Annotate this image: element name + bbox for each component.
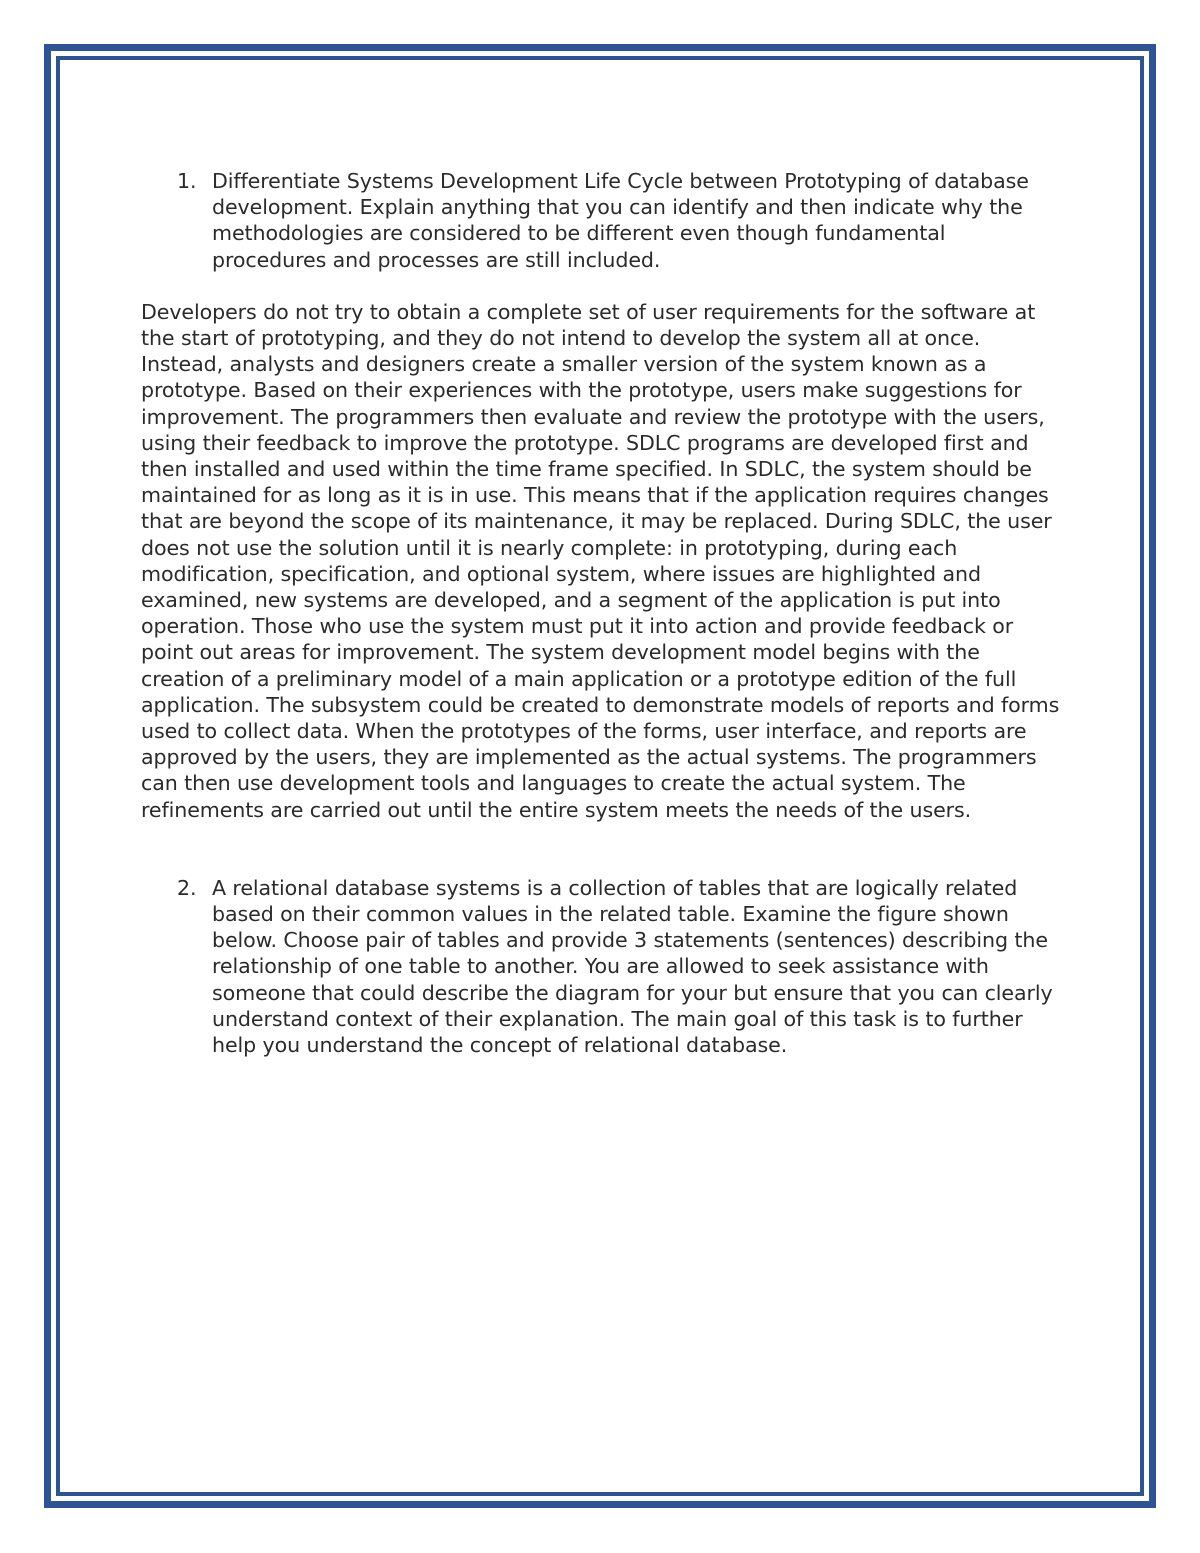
question-2-number: 2. bbox=[177, 875, 197, 900]
question-1-text: Differentiate Systems Development Life Cycle between Prototyping of database development. Explain anything that you can identify and then indicate why the methodologies are considered to be different even though fundamental procedures and processes are still included. bbox=[212, 169, 1029, 272]
answer-1-text: Developers do not try to obtain a complete set of user requirements for the software at the start of prototyping, and they do not intend to develop the system all at once. Instead, analysts and designers create a smaller version of the system known as a prototype. Based on their experiences with the prototype, users make suggestions for improvement. The programmers then evaluate and review the prototype with the users, using their feedback to improve the prototype. SDLC programs are developed first and then installed and used within the time frame specified. In SDLC, the system should be maintained for as long as it is in use. This means that if the application requires changes that are beyond the scope of its maintenance, it may be replaced. During SDLC, the user does not use the solution until it is nearly complete: in prototyping, during each modification, specification, and optional system, where issues are highlighted and examined, new systems are developed, and a segment of the application is put into operation. Those who use the system must put it into action and provide feedback or point out areas for improvement. The system development model begins with the creation of a preliminary model of a main application or a prototype edition of the full application. The subsystem could be created to demonstrate models of reports and forms used to collect data. When the prototypes of the forms, user interface, and reports are approved by the users, they are implemented as the actual systems. The programmers can then use development tools and languages to create the actual system. The refinements are carried out until the entire system meets the needs of the users. bbox=[141, 299, 1060, 822]
question-2-text: A relational database systems is a collection of tables that are logically related based on their common values in the related table. Examine the figure shown below. Choose pair of tables and provide 3 statements (sentences) describing the relationship of one table to another. You are allowed to seek assistance with someone that could describe the diagram for your but ensure that you can clearly understand context of their explanation. The main goal of this task is to further help you understand the concept of relational database. bbox=[212, 875, 1053, 1058]
question-1 bbox=[141, 168, 1061, 273]
question-1-number: 1. bbox=[177, 169, 197, 193]
document-body bbox=[141, 168, 1061, 1058]
question-2 bbox=[141, 875, 1061, 1058]
